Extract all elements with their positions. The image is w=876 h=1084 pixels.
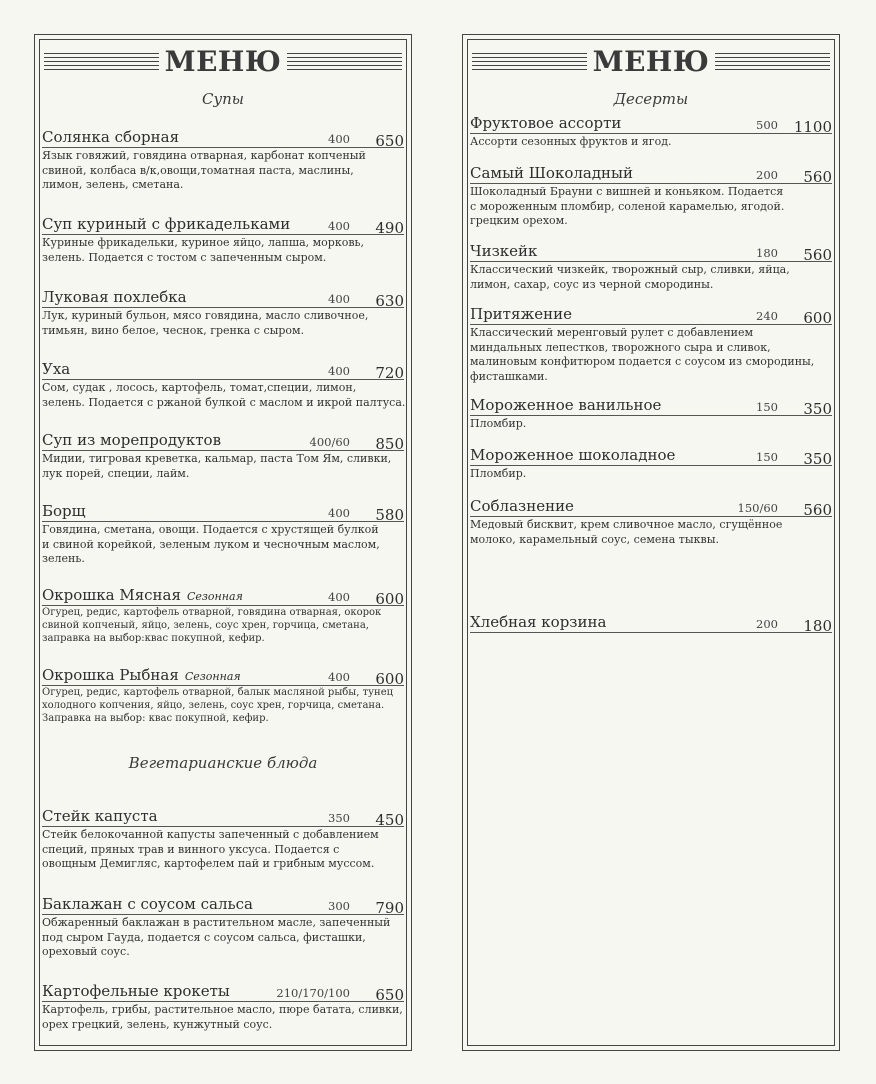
menu-item-header	[42, 431, 404, 451]
dish-price: 350	[803, 450, 832, 468]
dish-description-line: Куриные фрикадельки, куриное яйцо, лапша, морковь,	[42, 236, 365, 249]
page-frame	[39, 39, 407, 1046]
dish-weight: 400	[328, 364, 350, 378]
page-frame	[467, 39, 835, 1046]
menu-title-text: МЕНЮ	[164, 44, 282, 78]
section-heading-vegetarian: Вегетарианские блюда	[128, 754, 318, 772]
menu-item-header	[470, 242, 832, 262]
menu-item	[42, 128, 404, 192]
dish-weight: 400	[328, 590, 350, 604]
dish-name-text: Притяжение	[470, 305, 572, 323]
dish-weight: 500	[756, 118, 778, 132]
dish-name	[42, 807, 158, 825]
menu-item	[42, 288, 404, 337]
dish-name-text: Уха	[42, 360, 71, 378]
menu-item-header	[42, 215, 404, 235]
dish-name-text: Хлебная корзина	[470, 613, 607, 631]
dish-name-text: Самый Шоколадный	[470, 164, 633, 182]
menu-item-header	[470, 164, 832, 184]
menu-title	[468, 46, 834, 76]
menu-item-header	[470, 114, 832, 134]
dish-description-line: Картофель, грибы, растительное масло, пюре батата, сливки,	[42, 1003, 403, 1016]
dish-weight: 400	[328, 670, 350, 684]
dish-name-text: Стейк капуста	[42, 807, 158, 825]
dish-description-line: грецким орехом.	[470, 214, 568, 227]
menu-page-left	[34, 34, 412, 1051]
dish-name	[42, 895, 253, 913]
menu-item-header	[42, 288, 404, 308]
dish-price: 630	[375, 292, 404, 310]
menu-item-header	[42, 982, 404, 1002]
dish-weight: 200	[756, 168, 778, 182]
dish-name	[42, 288, 187, 306]
dish-name	[470, 396, 661, 414]
dish-description-line: свиной копченый, яйцо, зелень, соус хрен, горчица, сметана,	[42, 620, 369, 631]
dish-price: 790	[375, 899, 404, 917]
dish-name-text: Картофельные крокеты	[42, 982, 230, 1000]
dish-price: 850	[375, 435, 404, 453]
menu-item-header	[42, 586, 404, 606]
menu-item-header	[470, 396, 832, 416]
dish-description-line: Мидии, тигровая креветка, кальмар, паста Том Ям, сливки,	[42, 452, 392, 465]
dish-name	[42, 586, 243, 604]
dish-description-line: заправка на выбор:квас покупной, кефир.	[42, 633, 265, 644]
dish-name-text: Суп из морепродуктов	[42, 431, 222, 449]
dish-description-line: ореховый соус.	[42, 945, 130, 958]
dish-description-line: молоко, карамельный соус, семена тыквы.	[470, 532, 719, 546]
menu-item	[470, 446, 832, 481]
dish-weight: 240	[756, 309, 778, 323]
menu-item-header	[42, 360, 404, 380]
dish-name-text: Мороженное шоколадное	[470, 446, 676, 464]
dish-price: 560	[803, 246, 832, 264]
dish-description-line: миндальных лепестков, творожного сыра и сливок,	[470, 340, 771, 354]
dish-price: 560	[803, 501, 832, 519]
dish-name-text: Фруктовое ассорти	[470, 114, 622, 132]
dish-price: 600	[375, 590, 404, 608]
dish-name	[42, 982, 230, 1000]
dish-weight: 400	[328, 506, 350, 520]
dish-description-line: специй, пряных трав и винного уксуса. Подается с	[42, 842, 340, 856]
seasonal-label: Сезонная	[184, 670, 241, 683]
section-heading-soups: Супы	[201, 90, 245, 108]
dish-name-text: Чизкейк	[470, 242, 538, 260]
dish-description-line: Классический чизкейк, творожный сыр, сливки, яйца,	[470, 263, 790, 276]
menu-item	[470, 114, 832, 149]
dish-description-line: лимон, зелень, сметана.	[42, 178, 184, 191]
dish-description-line: лимон, сахар, соус из черной смородины.	[470, 277, 714, 291]
menu-item	[42, 360, 404, 409]
dish-price: 600	[803, 309, 832, 327]
dish-price: 650	[375, 986, 404, 1004]
dish-price: 490	[375, 219, 404, 237]
menu-item	[42, 807, 404, 871]
dish-description-line: фисташками.	[470, 369, 548, 383]
dish-name-text: Суп куриный с фрикадельками	[42, 215, 291, 233]
menu-item-header	[470, 497, 832, 517]
dish-price: 600	[375, 670, 404, 688]
menu-item	[42, 982, 404, 1031]
dish-weight: 180	[756, 246, 778, 260]
menu-item-header	[42, 128, 404, 148]
menu-item	[470, 497, 832, 546]
dish-name	[470, 305, 572, 323]
dish-price: 560	[803, 168, 832, 186]
section-heading-desserts: Десерты	[613, 90, 689, 108]
dish-name	[470, 114, 621, 132]
dish-description-line: Пломбир.	[470, 417, 527, 430]
dish-name	[470, 164, 633, 182]
menu-item	[42, 431, 404, 480]
dish-description-line: зелень. Подается с тостом с запеченным сыром.	[42, 250, 327, 264]
dish-name-text: Солянка сборная	[42, 128, 180, 146]
dish-name-text: Окрошка Рыбная	[42, 666, 179, 684]
dish-description-line: Ассорти сезонных фруктов и ягод.	[470, 135, 672, 148]
menu-item	[42, 666, 404, 725]
dish-description-line: Пломбир.	[470, 467, 527, 480]
dish-weight: 150	[756, 400, 778, 414]
dish-description-line: Классический меренговый рулет с добавлением	[470, 326, 754, 339]
dish-price: 1100	[793, 118, 832, 136]
dish-description-line: холодного копчения, яйцо, зелень, соус хрен, горчица, сметана.	[42, 700, 385, 711]
menu-item	[42, 502, 404, 566]
dish-description-line: тимьян, вино белое, чеснок, гренка с сыром.	[42, 323, 305, 337]
dish-weight: 150	[756, 450, 778, 464]
dish-price: 650	[375, 132, 404, 150]
dish-name	[42, 666, 241, 684]
dish-weight: 400	[328, 219, 350, 233]
menu-title-text: МЕНЮ	[592, 44, 710, 78]
dish-price: 580	[375, 506, 404, 524]
dish-name	[42, 128, 179, 146]
dish-weight: 200	[756, 617, 778, 631]
dish-description-line: Лук, куриный бульон, мясо говядина, масло сливочное,	[42, 309, 369, 322]
menu-item-header	[470, 446, 832, 466]
menu-item	[470, 613, 832, 633]
menu-item	[470, 164, 832, 228]
dish-name	[470, 446, 675, 464]
menu-page-right	[462, 34, 840, 1051]
dish-name-text: Соблазнение	[470, 497, 574, 515]
dish-weight: 300	[328, 899, 350, 913]
dish-name	[42, 215, 290, 233]
menu-item	[42, 215, 404, 264]
dish-price: 180	[803, 617, 832, 635]
dish-weight: 400	[328, 132, 350, 146]
menu-item	[42, 895, 404, 959]
menu-item-header	[470, 613, 832, 633]
dish-weight: 210/170/100	[276, 986, 350, 1000]
dish-name-text: Баклажан с соусом сальса	[42, 895, 253, 913]
dish-description-line: Стейк белокочанной капусты запеченный с добавлением	[42, 828, 379, 841]
dish-description-line: малиновым конфитюром подается с соусом из смородины,	[470, 355, 815, 368]
dish-name	[470, 242, 537, 260]
menu-item-header	[42, 807, 404, 827]
dish-name	[42, 431, 221, 449]
dish-name	[42, 502, 86, 520]
dish-price: 450	[375, 811, 404, 829]
dish-description-line: под сыром Гауда, подается с соусом сальса, фисташки,	[42, 930, 366, 944]
title-stripes-right	[715, 53, 830, 70]
menu-item	[42, 586, 404, 645]
title-stripes-right	[287, 53, 402, 70]
seasonal-label: Сезонная	[186, 590, 243, 603]
dish-name-text: Борщ	[42, 502, 86, 520]
menu-title	[40, 46, 406, 76]
dish-description-line: Говядина, сметана, овощи. Подается с хрустящей булкой	[42, 523, 379, 536]
dish-description-line: и свиной корейкой, зеленым луком и чесночным маслом,	[42, 537, 380, 551]
dish-description-line: Огурец, редис, картофель отварной, говядина отварная, окорок	[42, 607, 382, 618]
dish-description-line: Медовый бисквит, крем сливочное масло, сгущённое	[470, 518, 783, 531]
dish-description-line: лук порей, специи, лайм.	[42, 466, 190, 480]
dish-price: 350	[803, 400, 832, 418]
dish-weight: 400	[328, 292, 350, 306]
dish-price: 720	[375, 364, 404, 382]
dish-weight: 350	[328, 811, 350, 825]
dish-description-line: овощным Демигляс, картофелем пай и грибным муссом.	[42, 857, 375, 870]
dish-name-text: Луковая похлебка	[42, 288, 187, 306]
dish-description-line: Огурец, редис, картофель отварной, балык масляной рыбы, тунец	[42, 687, 394, 698]
menu-item-header	[42, 666, 404, 686]
dish-name	[470, 497, 574, 515]
menu-item-header	[42, 502, 404, 522]
menu-item	[470, 305, 832, 383]
dish-description-line: зелень. Подается с ржаной булкой с маслом и икрой палтуса.	[42, 395, 406, 409]
title-stripes-left	[44, 53, 159, 70]
dish-description-line: свиной, колбаса в/к,овощи,томатная паста, маслины,	[42, 163, 354, 177]
dish-description-line: Язык говяжий, говядина отварная, карбонат копченый	[42, 149, 366, 162]
dish-description-line: Обжаренный баклажан в растительном масле, запеченный	[42, 916, 391, 929]
dish-name-text: Мороженное ванильное	[470, 396, 662, 414]
dish-name	[42, 360, 70, 378]
dish-description-line: зелень.	[42, 552, 85, 565]
dish-name	[470, 613, 606, 631]
menu-item-header	[42, 895, 404, 915]
title-stripes-left	[472, 53, 587, 70]
menu-item-header	[470, 305, 832, 325]
dish-description-line: Сом, судак , лосось, картофель, томат,специи, лимон,	[42, 381, 357, 394]
dish-weight: 150/60	[737, 501, 778, 515]
dish-description-line: орех грецкий, зелень, кунжутный соус.	[42, 1017, 273, 1031]
dish-description-line: с мороженным пломбир, соленой карамелью, ягодой.	[470, 199, 785, 213]
dish-name-text: Окрошка Мясная	[42, 586, 181, 604]
dish-description-line: Заправка на выбор: квас покупной, кефир.	[42, 713, 269, 724]
menu-item	[470, 396, 832, 431]
dish-description-line: Шоколадный Брауни с вишней и коньяком. Подается	[470, 185, 784, 198]
menu-item	[470, 242, 832, 291]
dish-weight: 400/60	[309, 435, 350, 449]
